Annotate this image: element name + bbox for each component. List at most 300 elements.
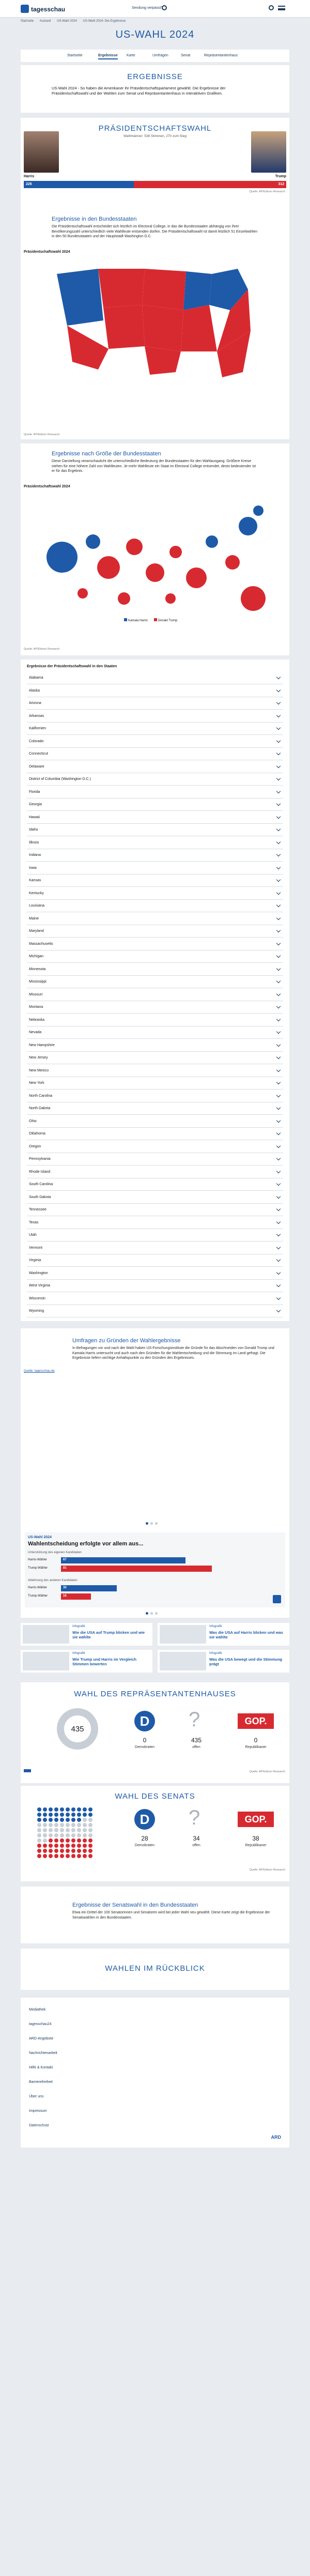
poll-label: Harris-Wähler bbox=[28, 1586, 48, 1589]
state-name: Maryland bbox=[29, 929, 44, 933]
state-name: Idaho bbox=[29, 828, 38, 832]
chevron-down-icon bbox=[276, 1106, 281, 1110]
table-row[interactable] bbox=[27, 1001, 283, 1014]
senate-seat bbox=[66, 1828, 70, 1832]
president-source: Quelle: AP/Edison Research bbox=[249, 190, 285, 193]
senate-seat bbox=[49, 1828, 53, 1832]
footer bbox=[21, 1998, 289, 2148]
senate-seat bbox=[66, 1818, 70, 1822]
bubble-section-text: Diese Darstellung veranschaulicht die unterschiedliche Bedeutung der Bundesstaaten für den Wahlausgang. Größere Kreise stehen für eine höhere Zahl von Wahlleuten. Je mehr Wahlleute ein Staat im Electoral College entsendet, desto bedeutender ist er für das Ergebnis. bbox=[52, 459, 256, 473]
tab-umfragen[interactable]: Umfragen bbox=[152, 54, 168, 57]
table-row[interactable] bbox=[27, 723, 283, 735]
state-name: Oregon bbox=[29, 1144, 41, 1148]
senate-seat bbox=[49, 1807, 53, 1812]
chevron-down-icon bbox=[276, 713, 281, 717]
chevron-down-icon bbox=[276, 1118, 281, 1122]
table-row[interactable] bbox=[27, 811, 283, 824]
chevron-down-icon bbox=[276, 1169, 281, 1173]
footer-link[interactable]: Impressum bbox=[29, 2109, 47, 2113]
table-row[interactable] bbox=[27, 672, 283, 684]
table-row[interactable] bbox=[27, 1217, 283, 1229]
state-name: North Carolina bbox=[29, 1094, 53, 1098]
teaser-image bbox=[160, 1625, 206, 1644]
chevron-down-icon bbox=[276, 814, 281, 818]
senate-seat-grid bbox=[36, 1806, 98, 1863]
electoral-bar bbox=[24, 181, 286, 188]
senate-open-label: offen bbox=[192, 1844, 200, 1847]
table-row[interactable] bbox=[27, 989, 283, 1001]
senate-seat bbox=[66, 1838, 70, 1843]
state-name: Nevada bbox=[29, 1031, 42, 1034]
state-name: District of Columbia (Washington D.C.) bbox=[29, 777, 91, 781]
chevron-down-icon bbox=[276, 1245, 281, 1249]
senate-seat bbox=[77, 1849, 81, 1853]
senate-map-card bbox=[21, 1887, 289, 1943]
chevron-down-icon bbox=[276, 1080, 281, 1084]
exit-poll-group1: Unterstützung des eigenen Kandidaten bbox=[28, 1551, 82, 1554]
state-name: Minnesota bbox=[29, 967, 46, 971]
senate-seat bbox=[83, 1844, 87, 1848]
chevron-down-icon bbox=[276, 979, 281, 983]
tab-senat[interactable]: Senat bbox=[181, 54, 191, 57]
senate-seat bbox=[88, 1854, 92, 1858]
table-row[interactable] bbox=[27, 773, 283, 786]
senate-seat bbox=[83, 1854, 87, 1858]
state-name: Rhode Island bbox=[29, 1170, 51, 1174]
table-row[interactable] bbox=[27, 1141, 283, 1153]
state-name: Iowa bbox=[29, 866, 37, 870]
teaser-image bbox=[160, 1652, 206, 1670]
table-row[interactable] bbox=[27, 1166, 283, 1178]
senate-seat bbox=[77, 1838, 81, 1843]
senate-seat bbox=[66, 1833, 70, 1837]
footer-link[interactable]: Datenschutz bbox=[29, 2124, 49, 2127]
senate-seat bbox=[83, 1807, 87, 1812]
senate-seat bbox=[37, 1838, 41, 1843]
teaser-card[interactable] bbox=[21, 1650, 152, 1673]
senate-seat bbox=[88, 1813, 92, 1817]
table-row[interactable] bbox=[27, 1293, 283, 1305]
breadcrumb-item[interactable]: US-Wahl 2024 bbox=[57, 20, 77, 23]
senate-seat bbox=[54, 1818, 58, 1822]
question-icon: ? bbox=[189, 1806, 200, 1829]
senate-card bbox=[21, 1786, 289, 1881]
state-name: Arizona bbox=[29, 701, 41, 705]
state-name: Kentucky bbox=[29, 891, 44, 895]
senate-source: Quelle: AP/Edison Research bbox=[249, 1868, 285, 1872]
tab-karte[interactable]: Karte bbox=[127, 54, 135, 57]
state-name: Wyoming bbox=[29, 1309, 44, 1313]
table-row[interactable] bbox=[27, 875, 283, 887]
senate-seat bbox=[71, 1807, 75, 1812]
tab-bar bbox=[21, 50, 289, 62]
state-name: North Dakota bbox=[29, 1107, 51, 1110]
state-name: Louisiana bbox=[29, 904, 44, 908]
menu-icon[interactable] bbox=[278, 6, 285, 10]
senate-seat bbox=[83, 1833, 87, 1837]
exit-poll-title: Wahlentscheidung erfolgte vor allem aus... bbox=[28, 1541, 144, 1547]
teaser-card[interactable] bbox=[158, 1650, 289, 1673]
teaser-title: Was die USA bewegt und die Stimmung prägt bbox=[209, 1657, 283, 1666]
table-row[interactable] bbox=[27, 925, 283, 938]
senate-seat bbox=[37, 1828, 41, 1832]
breadcrumb bbox=[21, 20, 131, 23]
table-row[interactable] bbox=[27, 1305, 283, 1317]
senate-seat bbox=[43, 1854, 47, 1858]
chevron-down-icon bbox=[276, 1283, 281, 1287]
results-intro-text: US-Wahl 2024 - So haben die Amerikaner ihr Präsidentschaftsparlament gewählt. Die Ergebnisse der Präsidentschaftswahl und der Wahlen zum Senat und Repräsentantenhaus in interaktiven Grafiken. bbox=[52, 86, 226, 96]
state-name: Virginia bbox=[29, 1259, 41, 1262]
table-row[interactable] bbox=[27, 1267, 283, 1280]
senate-seat bbox=[71, 1849, 75, 1853]
gop-logo: GOP. bbox=[238, 1812, 274, 1827]
table-row[interactable] bbox=[27, 1039, 283, 1052]
table-row[interactable] bbox=[27, 1026, 283, 1039]
senate-seat bbox=[77, 1818, 81, 1822]
senate-seat bbox=[49, 1854, 53, 1858]
state-name: Missouri bbox=[29, 992, 43, 996]
senate-seat bbox=[43, 1838, 47, 1843]
bubble-legend bbox=[124, 618, 177, 622]
senate-seat bbox=[66, 1854, 70, 1858]
house-dem-value: 0 bbox=[143, 1737, 147, 1744]
carousel-dots-top[interactable] bbox=[145, 1521, 159, 1526]
senate-seat bbox=[66, 1807, 70, 1812]
table-row[interactable] bbox=[27, 849, 283, 862]
tab-startseite[interactable]: Startseite bbox=[67, 54, 83, 57]
table-row[interactable] bbox=[27, 1280, 283, 1292]
senate-dem-label: Demokraten bbox=[134, 1844, 155, 1847]
us-results-map[interactable] bbox=[52, 258, 258, 382]
chevron-down-icon bbox=[276, 890, 281, 894]
table-row[interactable] bbox=[27, 761, 283, 773]
footer-link[interactable]: Hilfe & Kontakt bbox=[29, 2066, 53, 2069]
footer-link[interactable]: Mediathek bbox=[29, 2008, 46, 2012]
table-row[interactable] bbox=[27, 1204, 283, 1216]
footer-link[interactable]: ARD-Angebote bbox=[29, 2037, 54, 2041]
senate-seat bbox=[43, 1813, 47, 1817]
exit-poll-group2: Ablehnung des anderen Kandidaten bbox=[28, 1579, 78, 1582]
poll-value: 16 bbox=[63, 1594, 67, 1598]
harris-bar bbox=[24, 181, 134, 188]
table-row[interactable] bbox=[27, 1077, 283, 1090]
senate-seat bbox=[71, 1838, 75, 1843]
state-name: Massachusetts bbox=[29, 942, 53, 946]
chevron-down-icon bbox=[276, 1055, 281, 1059]
senate-rep-value: 38 bbox=[252, 1835, 259, 1842]
state-name: Washington bbox=[29, 1271, 48, 1275]
table-row[interactable] bbox=[27, 1242, 283, 1254]
gear-icon[interactable] bbox=[162, 5, 167, 10]
state-name: Illinois bbox=[29, 840, 39, 845]
chevron-down-icon bbox=[276, 726, 281, 730]
senate-seat bbox=[49, 1844, 53, 1848]
state-name: Colorado bbox=[29, 739, 44, 743]
chevron-down-icon bbox=[276, 852, 281, 856]
senate-seat bbox=[37, 1844, 41, 1848]
teaser-title: Wie die USA auf Trump blicken und wie sie wählte bbox=[72, 1630, 145, 1639]
question-icon: ? bbox=[189, 1708, 200, 1731]
table-row[interactable] bbox=[27, 1115, 283, 1128]
table-row[interactable] bbox=[27, 710, 283, 723]
ard-logo[interactable]: ARD bbox=[271, 2135, 281, 2140]
exit-polls-text: In Befragungen vor und nach der Wahl haben US-Forschungsinstitute die Gründe für das Abschneiden von Donald Trump und Kamala Harris untersucht und auch nach den Gründen für die Wahlentscheidung und die Stimmung im Land gefragt. Die Ergebnisse liefern wichtige Anhaltspunkte zu den Gründen des Ergebnisses. bbox=[72, 1346, 274, 1360]
state-name: Texas bbox=[29, 1220, 39, 1224]
table-row[interactable] bbox=[27, 799, 283, 811]
tab-ergebnisse[interactable]: Ergebnisse bbox=[98, 54, 118, 59]
senate-seat bbox=[37, 1849, 41, 1853]
senate-seat bbox=[60, 1844, 64, 1848]
table-row[interactable] bbox=[27, 1065, 283, 1077]
chevron-down-icon bbox=[276, 928, 281, 932]
senate-seat bbox=[60, 1807, 64, 1812]
harris-votes: 226 bbox=[26, 182, 32, 186]
table-row[interactable] bbox=[27, 950, 283, 963]
table-row[interactable] bbox=[27, 1128, 283, 1140]
legend-trump: Donald Trump bbox=[158, 619, 178, 622]
table-row[interactable] bbox=[27, 976, 283, 988]
senate-title: WAHL DES SENATS bbox=[115, 1792, 195, 1801]
legend-harris: Kamala Harris bbox=[128, 619, 148, 622]
state-name: South Carolina bbox=[29, 1183, 53, 1186]
senate-seat bbox=[60, 1813, 64, 1817]
senate-seat bbox=[88, 1849, 92, 1853]
senate-seat bbox=[88, 1844, 92, 1848]
senate-seat bbox=[83, 1813, 87, 1817]
senate-seat bbox=[54, 1813, 58, 1817]
senate-seat bbox=[49, 1818, 53, 1822]
state-name: Mississippi bbox=[29, 980, 47, 984]
teaser-grid bbox=[21, 1623, 289, 1675]
archive-title: WAHLEN IM RÜCKBLICK bbox=[105, 1964, 205, 1973]
table-row[interactable] bbox=[27, 1090, 283, 1102]
table-row[interactable] bbox=[27, 1052, 283, 1064]
chevron-down-icon bbox=[276, 802, 281, 806]
exit-polls-source-link[interactable]: Quelle: tagesschau.de bbox=[24, 1370, 55, 1373]
senate-open-value: 34 bbox=[193, 1835, 200, 1842]
tab-repraesentantenhaus[interactable]: Repräsentantenhaus bbox=[204, 54, 238, 57]
chevron-down-icon bbox=[276, 1093, 281, 1097]
senate-seat bbox=[60, 1828, 64, 1832]
exit-poll-chart-card bbox=[25, 1532, 285, 1607]
map-section-text: Die Präsidentschaftswahl entscheidet sich letztlich im Electoral College, in das die Bundesstaaten abhängig von ihrer Bevölkerungszahl unterschiedlich viele Wahlleute entsenden dürfen. Die Präsidentschaftswahl ist damit letztlich 51 Einzelwahlen in den 50 Bundesstaaten und der Hauptstadt Washington D.C. bbox=[52, 225, 258, 238]
breadcrumb-item[interactable]: Ausland bbox=[39, 20, 51, 23]
chevron-down-icon bbox=[276, 1042, 281, 1046]
expand-icon[interactable] bbox=[273, 1595, 281, 1603]
democrat-icon: D bbox=[134, 1711, 155, 1731]
state-name: Alaska bbox=[29, 688, 40, 693]
map-card bbox=[21, 207, 289, 439]
table-row[interactable] bbox=[27, 913, 283, 925]
bubble-card bbox=[21, 443, 289, 655]
senate-seat bbox=[37, 1807, 41, 1812]
table-row[interactable] bbox=[27, 1014, 283, 1026]
poll-row bbox=[28, 1585, 255, 1591]
chevron-down-icon bbox=[276, 839, 281, 844]
table-row[interactable] bbox=[27, 887, 283, 900]
senate-seat bbox=[60, 1838, 64, 1843]
table-row[interactable] bbox=[27, 900, 283, 912]
state-name: Kansas bbox=[29, 879, 41, 882]
senate-seat bbox=[77, 1833, 81, 1837]
senate-seat bbox=[83, 1849, 87, 1853]
table-row[interactable] bbox=[27, 824, 283, 836]
senate-seat bbox=[60, 1833, 64, 1837]
carousel-dots-bottom[interactable] bbox=[145, 1611, 159, 1616]
search-icon[interactable] bbox=[269, 5, 274, 10]
state-name: Tennessee bbox=[29, 1208, 47, 1212]
chevron-down-icon bbox=[276, 763, 281, 768]
chevron-down-icon bbox=[276, 1017, 281, 1021]
teaser-card[interactable] bbox=[21, 1623, 152, 1646]
teaser-image bbox=[23, 1652, 69, 1670]
senate-seat bbox=[37, 1813, 41, 1817]
table-row[interactable] bbox=[27, 1254, 283, 1267]
senate-seat bbox=[49, 1838, 53, 1843]
footer-link[interactable]: Nachrichtenarbeit bbox=[29, 2051, 57, 2055]
senate-seat bbox=[43, 1807, 47, 1812]
table-row[interactable] bbox=[27, 1102, 283, 1115]
senate-seat bbox=[77, 1854, 81, 1858]
poll-bar bbox=[61, 1585, 117, 1591]
poll-row bbox=[28, 1593, 255, 1600]
house-rep-label: Republikaner bbox=[245, 1745, 267, 1749]
table-row[interactable] bbox=[27, 862, 283, 875]
senate-seat bbox=[37, 1833, 41, 1837]
senate-seat bbox=[54, 1833, 58, 1837]
poll-value: 30 bbox=[63, 1586, 67, 1589]
state-name: Montana bbox=[29, 1005, 43, 1009]
chevron-down-icon bbox=[276, 1156, 281, 1160]
table-row[interactable] bbox=[27, 837, 283, 849]
poll-row bbox=[28, 1557, 255, 1563]
map-source: Quelle: AP/Edison Research bbox=[24, 433, 60, 436]
senate-seat bbox=[77, 1813, 81, 1817]
senate-seat bbox=[71, 1844, 75, 1848]
chevron-down-icon bbox=[276, 1194, 281, 1198]
senate-seat bbox=[71, 1823, 75, 1827]
senate-seat bbox=[54, 1838, 58, 1843]
gop-logo: GOP. bbox=[238, 1713, 274, 1729]
harris-name: Harris bbox=[24, 175, 35, 178]
region-label[interactable]: Sendung verpasst? bbox=[132, 6, 163, 10]
table-row[interactable] bbox=[27, 748, 283, 760]
chevron-down-icon bbox=[276, 1308, 281, 1312]
table-row[interactable] bbox=[27, 963, 283, 976]
house-dem-label: Demokraten bbox=[134, 1745, 155, 1749]
senate-seat bbox=[43, 1828, 47, 1832]
senate-seat bbox=[83, 1828, 87, 1832]
chevron-down-icon bbox=[276, 1131, 281, 1135]
senate-seat bbox=[43, 1823, 47, 1827]
tagesschau-logo-icon[interactable] bbox=[21, 5, 29, 13]
state-name: Vermont bbox=[29, 1246, 43, 1250]
bubble-source: Quelle: AP/Edison Research bbox=[24, 648, 60, 651]
table-row[interactable] bbox=[27, 685, 283, 697]
footer-link[interactable]: Über uns bbox=[29, 2095, 44, 2098]
senate-seat bbox=[54, 1844, 58, 1848]
state-name: South Dakota bbox=[29, 1195, 51, 1199]
state-name: Kalifornien bbox=[29, 727, 47, 730]
table-row[interactable] bbox=[27, 1229, 283, 1241]
chevron-down-icon bbox=[276, 776, 281, 780]
breadcrumb-item: US-Wahl 2024: Die Ergebnisse bbox=[83, 20, 126, 23]
bubble-section-title: Ergebnisse nach Größe der Bundesstaaten bbox=[52, 451, 161, 457]
chevron-down-icon bbox=[276, 1270, 281, 1274]
democrat-icon: D bbox=[134, 1809, 155, 1830]
senate-seat bbox=[54, 1828, 58, 1832]
harris-avatar bbox=[24, 131, 59, 173]
house-total: 435 bbox=[71, 1725, 84, 1734]
trump-name: Trump bbox=[275, 175, 286, 178]
exit-polls-card bbox=[21, 1328, 289, 1618]
teaser-kicker: Infografik bbox=[72, 1625, 85, 1628]
house-open-value: 435 bbox=[191, 1737, 202, 1744]
state-name: Hawaii bbox=[29, 815, 40, 819]
poll-bar bbox=[61, 1557, 185, 1563]
teaser-card[interactable] bbox=[158, 1623, 289, 1646]
table-row[interactable] bbox=[27, 1191, 283, 1204]
table-row[interactable] bbox=[27, 938, 283, 950]
table-row[interactable] bbox=[27, 786, 283, 799]
poll-label: Harris-Wähler bbox=[28, 1558, 48, 1561]
results-title: ERGEBNISSE bbox=[127, 72, 183, 81]
chevron-down-icon bbox=[276, 687, 281, 692]
table-row[interactable] bbox=[27, 735, 283, 748]
senate-seat bbox=[43, 1849, 47, 1853]
senate-map-text: Etwa ein Drittel der 100 Senatorinnen und Senatoren wird bei jeder Wahl neu gewählt. Diese Karte zeigt die Ergebnisse der Senatswahlen in den Bundesstaaten. bbox=[72, 1911, 270, 1920]
breadcrumb-item[interactable]: Startseite bbox=[21, 20, 34, 23]
chevron-down-icon bbox=[276, 751, 281, 755]
senate-seat bbox=[66, 1813, 70, 1817]
table-row[interactable] bbox=[27, 1178, 283, 1191]
chevron-down-icon bbox=[276, 738, 281, 742]
bubble-chart[interactable] bbox=[31, 495, 279, 614]
state-name: New Mexico bbox=[29, 1068, 49, 1072]
state-name: West Virginia bbox=[29, 1284, 50, 1287]
state-name: Michigan bbox=[29, 955, 44, 958]
senate-seat bbox=[88, 1833, 92, 1837]
trump-votes: 312 bbox=[278, 182, 284, 186]
poll-value: 67 bbox=[63, 1558, 67, 1561]
poll-label: Trump-Wähler bbox=[28, 1567, 48, 1570]
poll-bar bbox=[61, 1566, 212, 1572]
senate-seat bbox=[83, 1838, 87, 1843]
chevron-down-icon bbox=[276, 954, 281, 958]
house-title: WAHL DES REPRÄSENTANTENHAUSES bbox=[74, 1690, 236, 1698]
table-row[interactable] bbox=[27, 697, 283, 710]
senate-seat bbox=[54, 1849, 58, 1853]
state-name: Pennsylvania bbox=[29, 1157, 51, 1161]
senate-seat bbox=[66, 1844, 70, 1848]
chevron-down-icon bbox=[276, 1030, 281, 1034]
teaser-kicker: Infografik bbox=[209, 1625, 222, 1628]
president-subtitle: Wahlmänner: 538 Stimmen, 270 zum Sieg bbox=[123, 134, 187, 138]
senate-seat bbox=[71, 1854, 75, 1858]
house-open-label: offen bbox=[192, 1745, 200, 1749]
footer-link[interactable]: tagesschau24 bbox=[29, 2022, 52, 2026]
senate-dem-value: 28 bbox=[141, 1835, 148, 1842]
map-section-title: Ergebnisse in den Bundesstaaten bbox=[52, 216, 137, 222]
state-name: New Hampshire bbox=[29, 1043, 55, 1047]
senate-map-title: Ergebnisse der Senatswahl in den Bundesstaaten bbox=[72, 1902, 198, 1908]
state-name: Utah bbox=[29, 1233, 37, 1237]
footer-link[interactable]: Barrierefreiheit bbox=[29, 2080, 53, 2084]
table-row[interactable] bbox=[27, 1153, 283, 1166]
teaser-kicker: Infografik bbox=[72, 1652, 85, 1655]
chevron-down-icon bbox=[276, 1143, 281, 1147]
site-logo[interactable]: tagesschau bbox=[31, 6, 66, 13]
